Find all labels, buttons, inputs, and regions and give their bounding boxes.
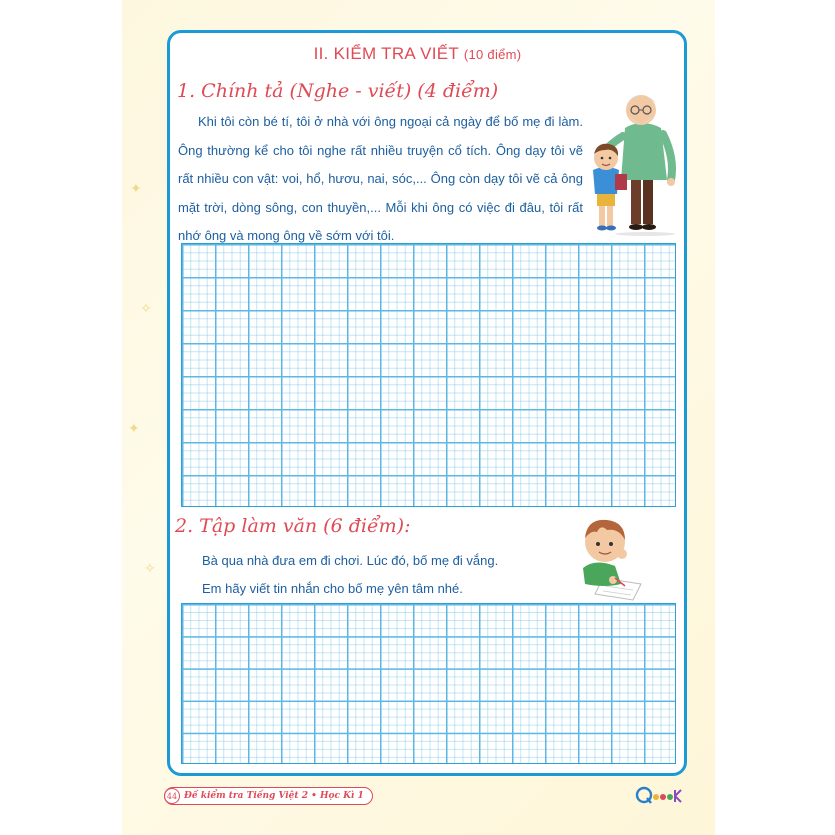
composition-prompt-line2: Em hãy viết tin nhắn cho bố mẹ yên tâm nhé. (202, 581, 463, 596)
section-title-points: (10 điểm) (463, 47, 522, 62)
composition-writing-grid[interactable] (181, 603, 676, 764)
page-footer (164, 787, 373, 805)
sparkle-decoration: ✦ (128, 420, 140, 436)
sparkle-decoration: ✧ (140, 300, 152, 316)
dictation-passage: Khi tôi còn bé tí, tôi ở nhà với ông ngoại cả ngày để bố mẹ đi làm. Ông thường kể cho tôi nghe rất nhiều truyện cổ tích. Ông dạy tôi vẽ rất nhiều con vật: voi, hổ, hươu, nai, sóc,... Ông còn dạy tôi vẽ cả ông mặt trời, dòng sông, con thuyền,... Mỗi khi ông có việc đi đâu, tôi rất nhớ ông và mong ông về sớm với tôi. (178, 114, 583, 243)
sparkle-decoration: ✦ (130, 180, 142, 196)
publisher-logo (635, 784, 685, 806)
composition-prompt-line1: Bà qua nhà đưa em đi chơi. Lúc đó, bố mẹ đi vắng. (202, 553, 499, 568)
book-title: Đề kiểm tra Tiếng Việt 2 • Học Kì 1 (184, 791, 364, 801)
grandfather-and-boy-illustration (585, 88, 685, 236)
page-number: 44 (164, 788, 180, 804)
section-title (0, 44, 835, 64)
part2-heading: 2. Tập làm văn (6 điểm): (175, 515, 411, 537)
boy-writing-illustration (575, 512, 645, 602)
part1-heading: 1. Chính tả (Nghe - viết) (4 điểm) (177, 80, 499, 102)
section-title-main: II. KIỂM TRA VIẾT (313, 44, 459, 63)
sparkle-decoration: ✧ (144, 560, 156, 576)
dictation-writing-grid[interactable] (181, 243, 676, 507)
